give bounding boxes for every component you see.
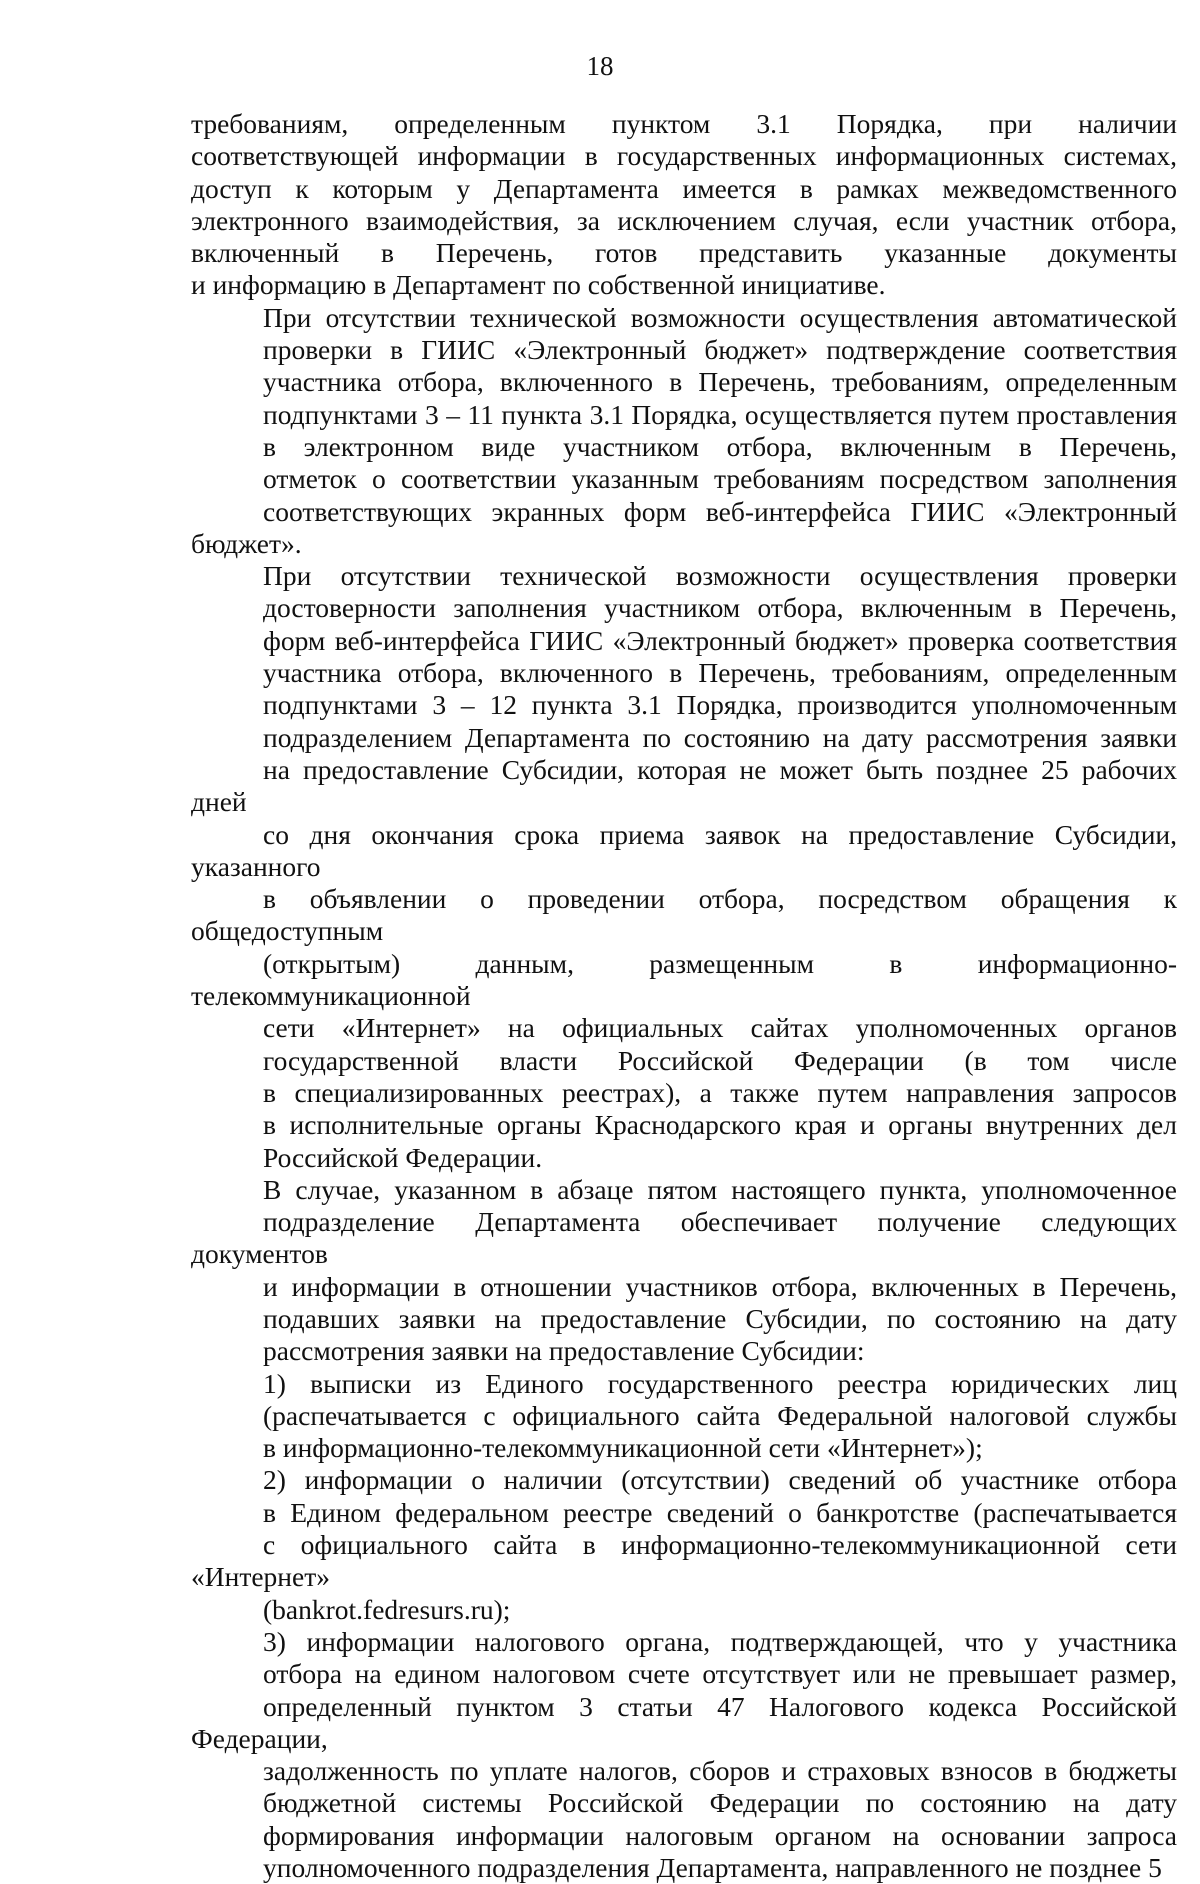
text-line: определенный пунктом 3 статьи 47 Налогового кодекса Российской Федерации, <box>191 1690 1177 1754</box>
text-line: доступ к которым у Департамента имеется в рамках межведомственного <box>191 172 1177 204</box>
text-line: и информации в отношении участников отбора, включенных в Перечень, <box>263 1270 1177 1302</box>
text-line: на предоставление Субсидии, которая не может быть позднее 25 рабочих дней <box>191 753 1177 818</box>
paragraph-requirements-continuation <box>191 108 1177 302</box>
text-line: рассмотрения заявки на предоставление Субсидии: <box>263 1335 865 1367</box>
text-line: В случае, указанном в абзаце пятом настоящего пункта, уполномоченное <box>263 1173 1177 1205</box>
text-line: формирования информации налоговым органом на основании запроса <box>263 1819 1177 1851</box>
text-line: форм веб-интерфейса ГИИС «Электронный бюджет» проверка соответствия <box>263 624 1177 656</box>
text-line: в исполнительные органы Краснодарского края и органы внутренних дел <box>263 1109 1177 1141</box>
text-line: (распечатывается с официального сайта Федеральной налоговой службы <box>263 1399 1177 1431</box>
paragraph-documents-obtained <box>191 1174 1177 1368</box>
text-line: подразделением Департамента по состоянию на дату рассмотрения заявки <box>263 721 1177 753</box>
document-body <box>191 108 1177 1884</box>
text-line: в Едином федеральном реестре сведений о банкротстве (распечатывается <box>263 1496 1177 1528</box>
list-item-3-tax-authority-info <box>191 1626 1177 1884</box>
text-line: сети «Интернет» на официальных сайтах уполномоченных органов <box>263 1012 1177 1044</box>
text-line: подпунктами 3 – 12 пункта 3.1 Порядка, производится уполномоченным <box>263 689 1177 721</box>
list-item-2-bankruptcy-registry <box>191 1464 1177 1625</box>
text-line: в объявлении о проведении отбора, посредством обращения к общедоступным <box>191 883 1177 947</box>
text-line: и информацию в Департамент по собственной инициативе. <box>191 269 886 301</box>
text-line: участника отбора, включенного в Перечень, требованиям, определенным <box>263 366 1177 398</box>
text-line: подразделение Департамента обеспечивает получение следующих документов <box>191 1206 1177 1270</box>
text-line: включенный в Перечень, готов представить указанные документы <box>191 237 1177 269</box>
text-line: задолженность по уплате налогов, сборов и страховых взносов в бюджеты <box>263 1755 1177 1787</box>
text-line: бюджетной системы Российской Федерации по состоянию на дату <box>263 1787 1177 1819</box>
paragraph-automatic-check <box>191 302 1177 560</box>
text-line: в информационно-телекоммуникационной сети «Интернет»); <box>263 1432 983 1464</box>
text-line: с официального сайта в информационно-телекоммуникационной сети «Интернет» <box>191 1529 1177 1593</box>
text-line: Российской Федерации. <box>263 1141 543 1173</box>
text-line: со дня окончания срока приема заявок на предоставление Субсидии, указанного <box>191 818 1177 882</box>
text-line: соответствующей информации в государственных информационных системах, <box>191 140 1177 172</box>
text-line: государственной власти Российской Федерации (в том числе <box>263 1044 1177 1076</box>
text-line: 3) информации налогового органа, подтверждающей, что у участника <box>263 1625 1177 1657</box>
text-line: (bankrot.fedresurs.ru); <box>263 1593 511 1625</box>
text-line: уполномоченного подразделения Департамента, направленного не позднее 5 <box>263 1852 1162 1884</box>
text-line: достоверности заполнения участником отбора, включенным в Перечень, <box>263 592 1177 624</box>
text-line: требованиям, определенным пунктом 3.1 Порядка, при наличии <box>191 108 1177 139</box>
text-line: подпунктами 3 – 11 пункта 3.1 Порядка, осуществляется путем проставления <box>263 398 1177 430</box>
text-line: (открытым) данным, размещенным в информационно-телекоммуникационной <box>191 947 1177 1012</box>
text-line: 1) выписки из Единого государственного реестра юридических лиц <box>263 1367 1177 1399</box>
paragraph-verification-check <box>191 560 1177 1174</box>
text-line: проверки в ГИИС «Электронный бюджет» подтверждение соответствия <box>263 334 1177 366</box>
text-line: электронного взаимодействия, за исключением случая, если участник отбора, <box>191 204 1177 236</box>
text-line: подавших заявки на предоставление Субсидии, по состоянию на дату <box>263 1302 1177 1334</box>
page-number: 18 <box>586 51 614 81</box>
text-line: соответствующих экранных форм веб-интерфейса ГИИС «Электронный бюджет». <box>191 495 1177 559</box>
text-line: в специализированных реестрах), а также путем направления запросов <box>263 1076 1177 1108</box>
text-line: отбора на едином налоговом счете отсутствует или не превышает размер, <box>263 1658 1177 1690</box>
text-line: в электронном виде участником отбора, включенным в Перечень, <box>263 430 1177 462</box>
text-line: отметок о соответствии указанным требованиям посредством заполнения <box>263 463 1177 495</box>
text-line: При отсутствии технической возможности осуществления автоматической <box>263 301 1177 333</box>
text-line: При отсутствии технической возможности осуществления проверки <box>263 560 1177 592</box>
text-line: участника отбора, включенного в Перечень, требованиям, определенным <box>263 657 1177 689</box>
text-line: 2) информации о наличии (отсутствии) сведений об участнике отбора <box>263 1464 1177 1496</box>
list-item-1-egrul-extract <box>191 1368 1177 1465</box>
